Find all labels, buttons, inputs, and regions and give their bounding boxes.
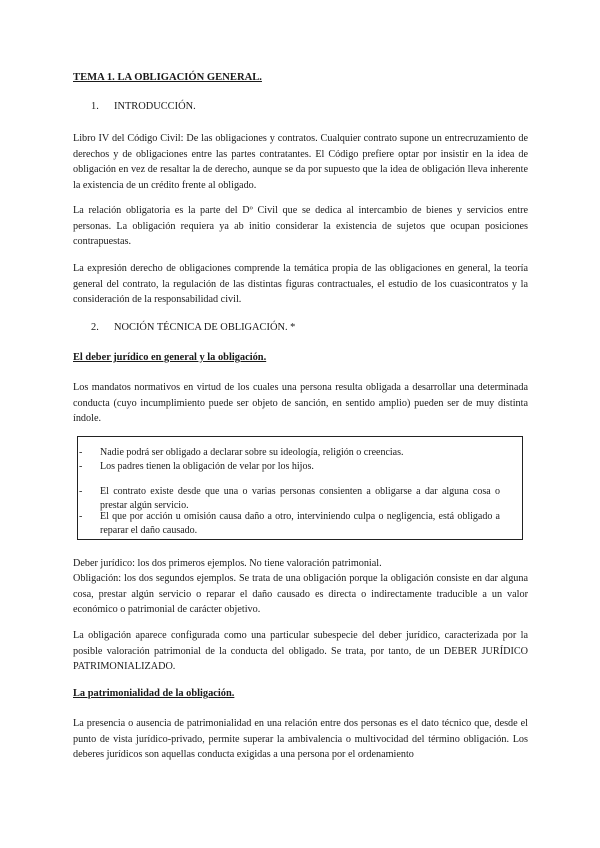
- paragraph-derecho-obligaciones: La expresión derecho de obligaciones comprende la temática propia de las obligaciones en general, la teoría general del contrato, la regulación de las distintas figuras contractuales, el estudio de los cuasicontratos y la consideración de la responsabilidad civil.: [73, 263, 528, 305]
- section-heading-introduccion: [91, 101, 196, 112]
- example-text: Nadie podrá ser obligado a declarar sobre su ideología, religión o creencias.: [100, 447, 404, 458]
- paragraph-relacion-obligatoria: La relación obligatoria es la parte del Dº Civil que se dedica al intercambio de bienes y servicios entre personas. La obligación requiera ya ab initio considerar la existencia de sujetos que ocupan posiciones contrapuestas.: [73, 205, 528, 247]
- section-title: INTRODUCCIÓN.: [114, 101, 196, 112]
- paragraph-configuracion: La obligación aparece configurada como una particular subespecie del deber jurídico, caracterizada por la posible valoración patrimonial de la conducta del obligado. Se trata, por tanto, de un DEBER JURÍDICO PATRIMONIALIZADO.: [73, 630, 528, 672]
- example-text: El que por acción u omisión causa daño a otro, interviniendo culpa o negligencia, está obligado a reparar el daño causado.: [100, 511, 500, 536]
- section-number: 2.: [91, 322, 99, 333]
- bullet-dash: -: [79, 511, 83, 522]
- section-heading-nocion-tecnica: [91, 322, 295, 333]
- example-text: El contrato existe desde que una o varias personas consienten a obligarse a dar alguna cosa o prestar algún servicio.: [100, 486, 500, 511]
- bullet-dash: -: [79, 447, 83, 458]
- example-item: [79, 510, 500, 537]
- example-item: [79, 460, 500, 474]
- section-number: 1.: [91, 101, 99, 112]
- example-text: Los padres tienen la obligación de velar por los hijos.: [100, 461, 314, 472]
- paragraph-obligacion: Obligación: los dos segundos ejemplos. Se trata de una obligación porque la obligación consiste en dar alguna cosa, prestar algún servicio o reparar el daño causado es directa o indirectamente traducible a un valor económico o patrimonial de carácter objetivo.: [73, 573, 528, 615]
- bullet-dash: -: [79, 486, 83, 497]
- example-item: [79, 485, 500, 512]
- document-title: TEMA 1. LA OBLIGACIÓN GENERAL.: [73, 72, 262, 83]
- subheading-patrimonialidad: La patrimonialidad de la obligación.: [73, 688, 235, 699]
- paragraph-patrimonialidad: La presencia o ausencia de patrimonialidad en una relación entre dos personas es el dato técnico que, desde el punto de vista jurídico-privado, permite superar la ambivalencia o multivocidad del término obligación. Los deberes jurídicos son aquellas conducta exigidas a una persona por el ordenamiento: [73, 718, 528, 760]
- paragraph-deber-juridico: Deber jurídico: los dos primeros ejemplos. No tiene valoración patrimonial.: [73, 558, 382, 569]
- examples-box: [77, 436, 523, 540]
- paragraph-mandatos-normativos: Los mandatos normativos en virtud de los cuales una persona resulta obligada a desarrollar una determinada conducta (cuyo incumplimiento puede ser objeto de sanción, en sentido amplio) pueden ser de muy distinta índole.: [73, 382, 528, 424]
- example-item: [79, 446, 500, 460]
- bullet-dash: -: [79, 461, 83, 472]
- paragraph-libro-iv: Libro IV del Código Civil: De las obligaciones y contratos. Cualquier contrato supone un entrecruzamiento de derechos y de obligaciones entre las partes contratantes. El Código prefiere optar por insistir en la idea de obligación en vez de resaltar la de derecho, aunque se da por supuesto que la idea de obligación lleva inherente la existencia de un crédito frente al obligado.: [73, 133, 528, 191]
- section-title: NOCIÓN TÉCNICA DE OBLIGACIÓN. *: [114, 322, 296, 333]
- subheading-deber-juridico: El deber jurídico en general y la obligación.: [73, 352, 267, 363]
